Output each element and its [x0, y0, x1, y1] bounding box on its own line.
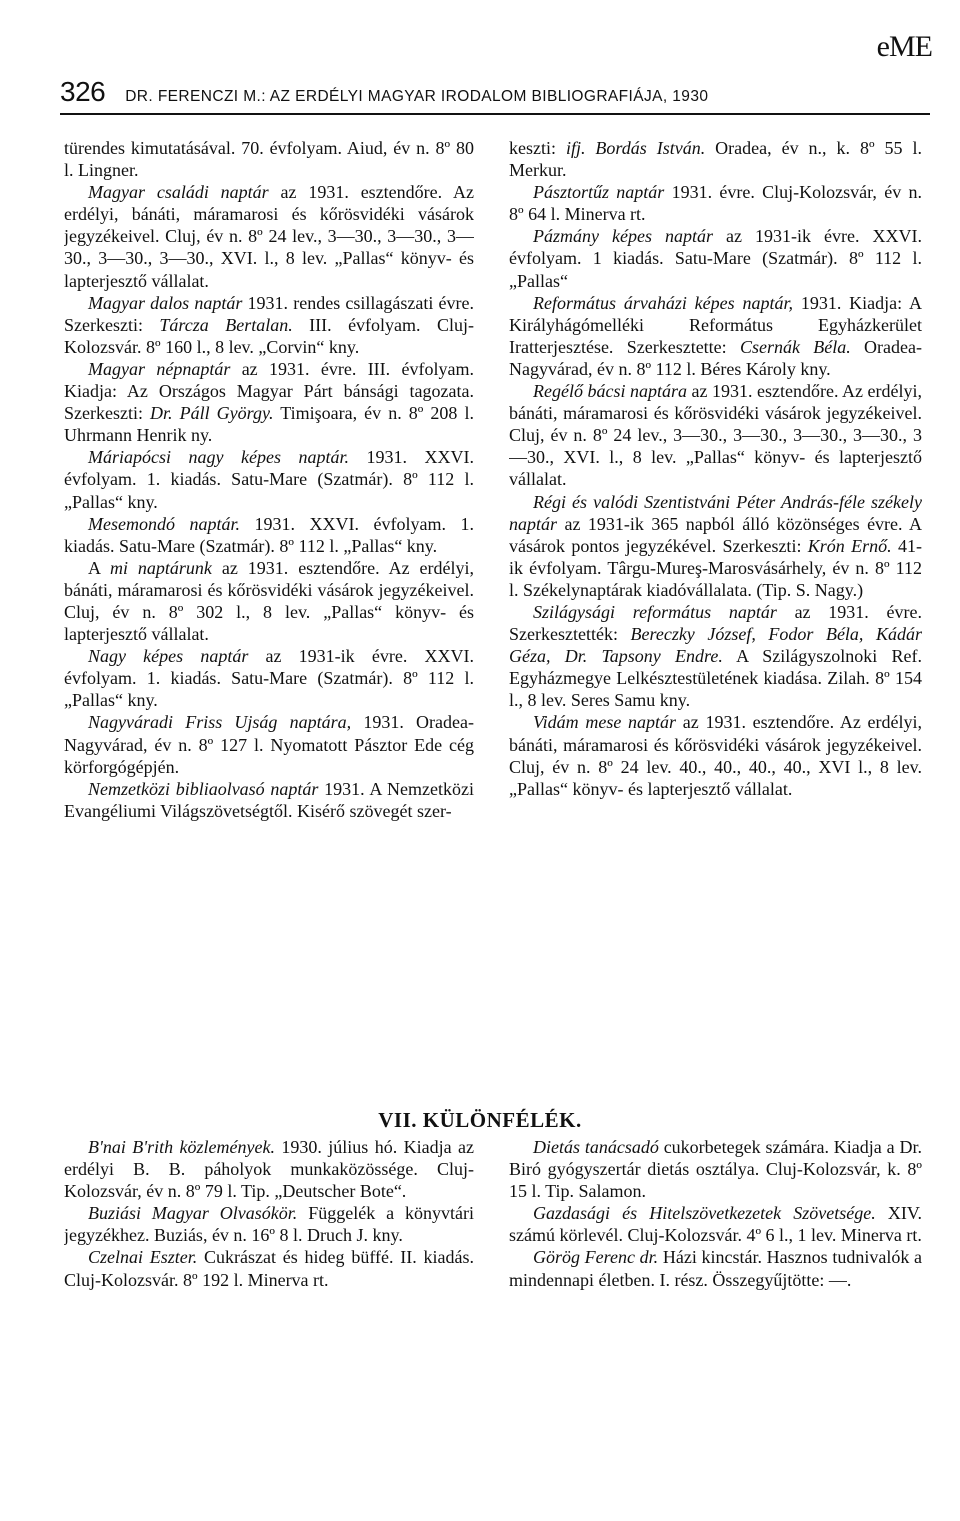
- entry-text: 1931. Kiadja: A Királyhágómelléki Református Egyházkerület Iratterjesztése. Szerkesztette:: [509, 292, 922, 357]
- bibliography-entry: [509, 181, 922, 225]
- entry-person: Bereczky József, Fodor Béla, Kádár Géza, Dr. Tapsony Endre.: [509, 624, 922, 667]
- entry-title: ifj. Bordás István.: [565, 138, 706, 158]
- entry-text: XIV. számú körlevél. Cluj-Kolozsvár. 4º 6 l., 1 lev. Minerva rt.: [509, 1203, 922, 1246]
- entry-text: 1931. Oradea-Nagyvárad, év n. 8º 127 l. Nyomatott Pásztor Ede cég körforgógépjén.: [64, 712, 474, 777]
- bibliography-entry: [64, 137, 474, 181]
- page-header: [60, 76, 930, 108]
- entry-title: Magyar családi naptár: [88, 182, 269, 203]
- entry-text: 1931. évre. Cluj-Kolozsvár, év n. 8º 64 l. Minerva rt.: [509, 182, 922, 225]
- entry-text-cont: Timişoara, év n. 8º 208 l. Uhrmann Henrik ny.: [64, 403, 474, 446]
- entry-text-cont: Oradea-Nagyvárad, év n. 8º 112 l. Béres Károly kny.: [509, 336, 922, 379]
- bibliography-entry: [64, 1246, 474, 1290]
- bibliography-entry: [64, 513, 474, 557]
- entry-title: Görög Ferenc dr.: [533, 1247, 659, 1268]
- entry-title: Buziási Magyar Olvasókör.: [88, 1203, 298, 1224]
- entry-text: az 1931-ik évre. XXVI. évfolyam. 1. kiadás. Satu-Mare (Szatmár). 8º 112 l. „Pallas“ kny.: [64, 646, 474, 711]
- entry-text: az 1931. esztendőre. Az erdélyi, bánáti, máramarosi és kőrösvidéki vásárok jegyzékeivel. Cluj, év n. 8º 24 lev. 40., 40., 40., 40., XVI l., 8 lev. „Pallas“ könyv- és lapterjesztő vállalat.: [509, 712, 922, 799]
- entry-title: Nagy képes naptár: [88, 646, 249, 667]
- entry-title: Régi és valódi Szentistváni Péter András-féle székely naptár: [509, 491, 922, 534]
- entry-title: Pázmány képes naptár: [533, 226, 713, 247]
- entry-text: az 1931-ik 365 napból álló közönséges évre. A vásárok pontos jegyzékével. Szerkeszti:: [509, 513, 922, 556]
- entry-title: B'nai B'rith közlemények.: [88, 1137, 275, 1157]
- entry-text: cukorbetegek számára. Kiadja a Dr. Biró gyógyszertár dietás osztálya. Cluj-Kolozsvár, k. 8º 15 l. Tip. Salamon.: [509, 1137, 922, 1202]
- bibliography-entry: [64, 557, 474, 645]
- bibliography-entry: [509, 601, 922, 711]
- section-heading: VII. KÜLÖNFÉLÉK.: [378, 1108, 582, 1132]
- entry-text: az 1931. esztendőre. Az erdélyi, bánáti, máramarosi és kőrösvidéki vásárok jegyzékeivel. Cluj, év n. 8º 302 l., 8 lev. „Pallas“ könyv- és lapterjesztő vállalat.: [64, 557, 474, 645]
- bibliography-entry: [509, 1136, 922, 1202]
- entry-title: Mesemondó naptár.: [88, 513, 240, 534]
- entry-prefix: keszti:: [509, 138, 566, 158]
- entry-person: Csernák Béla.: [739, 336, 851, 357]
- entry-text-cont: III. évfolyam. Cluj-Kolozsvár. 8º 160 l., 8 lev. „Corvin“ kny.: [64, 314, 474, 357]
- entry-title: Regélő bácsi naptára: [533, 381, 688, 402]
- entry-text: az 1931-ik évre. XXVI. évfolyam. 1 kiadás. Satu-Mare (Szatmár). 8º 112 l. „Pallas“: [509, 226, 922, 291]
- entry-title: Szilágysági református naptár: [533, 601, 777, 622]
- entry-title: Gazdasági és Hitelszövetkezetek Szövetsége.: [533, 1203, 876, 1224]
- entry-prefix: türendes kimutatásával. 70. évfolyam. Aiud, év n. 8º 80 l. Lingner.: [64, 138, 474, 181]
- entry-title: Vidám mese naptár: [533, 712, 677, 733]
- entry-title: Dietás tanácsadó: [533, 1137, 659, 1157]
- entry-title: Magyar népnaptár: [88, 358, 231, 379]
- section-right-column: [509, 1136, 922, 1396]
- page-number: 326: [60, 76, 106, 107]
- publisher-logo: eME: [876, 30, 932, 63]
- bibliography-entry: [509, 137, 922, 181]
- left-column: [64, 137, 474, 1097]
- bibliography-entry: [64, 1202, 474, 1246]
- bibliography-entry: [64, 358, 474, 446]
- bibliography-entry: [64, 711, 474, 777]
- entry-text-cont: 41-ik évfolyam. Târgu-Mureş-Marosvásárhely, év n. 8º 112 l. Székelynaptárak kiadóvállalata. (Tip. S. Nagy.): [509, 535, 922, 600]
- entry-text-cont: A Szilágyszolnoki Ref. Egyházmegye Lelkésztestületének kiadása. Zilah. 8º 154 l., 8 lev. Seres Samu kny.: [509, 646, 922, 711]
- entry-text: 1931. XXVI. évfolyam. 1. kiadás. Satu-Mare (Szatmár). 8º 112 l. „Pallas“ kny.: [64, 513, 474, 556]
- entry-title: Nagyváradi Friss Ujság naptára,: [88, 712, 352, 733]
- entry-title: Máriapócsi nagy képes naptár.: [88, 447, 349, 468]
- entry-text: Házi kincstár. Hasznos tudnivalók a mindennapi életben. I. rész. Összegyűjtötte: —.: [509, 1247, 922, 1290]
- entry-text: 1931. A Nemzetközi Evangéliumi Világszövetségtől. Kisérő szövegét szer-: [64, 778, 474, 821]
- entry-text: 1930. július hó. Kiadja az erdélyi B. B. páholyok munkaközössége. Cluj-Kolozsvár, év n. 8º 79 l. Tip. „Deutscher Bote“.: [64, 1137, 474, 1202]
- entry-title: Nemzetközi bibliaolvasó naptár: [88, 778, 319, 799]
- bibliography-entry: [64, 778, 474, 822]
- bibliography-entry: [509, 1202, 922, 1246]
- entry-title: Magyar dalos naptár: [88, 292, 243, 313]
- entry-text: 1931. rendes csillagászati évre. Szerkeszti:: [64, 292, 474, 335]
- entry-person: Krón Ernő.: [807, 535, 892, 556]
- bibliography-entry: [509, 711, 922, 799]
- entry-prefix: A: [88, 557, 110, 578]
- entry-person: Dr. Páll György.: [150, 403, 274, 424]
- running-title: DR. FERENCZI M.: AZ ERDÉLYI MAGYAR IRODALOM BIBLIOGRAFIÁJA, 1930: [125, 88, 709, 105]
- entry-text: az 1931. évre. Szerkesztették:: [509, 601, 922, 645]
- bibliography-entry: [64, 446, 474, 512]
- bibliography-entry: [509, 491, 922, 601]
- bibliography-entry: [64, 181, 474, 291]
- section-left-column: [64, 1136, 474, 1396]
- entry-title: Czelnai Eszter.: [88, 1247, 198, 1268]
- entry-title: Református árvaházi képes naptár,: [533, 292, 793, 313]
- entry-text: az 1931. évre. III. évfolyam. Kiadja: Az Országos Magyar Párt bánsági tagozata. Szerkeszti:: [64, 358, 474, 424]
- bibliography-entry: [509, 380, 922, 490]
- entry-title: Pásztortűz naptár: [533, 182, 665, 203]
- entry-text: Oradea, év n., k. 8º 55 l. Merkur.: [509, 138, 922, 181]
- right-column: [509, 137, 922, 1097]
- bibliography-entry: [64, 645, 474, 711]
- entry-text: 1931. XXVI. évfolyam. 1. kiadás. Satu-Mare (Szatmár). 8º 112 l. „Pallas“ kny.: [64, 447, 474, 512]
- header-rule: [60, 113, 930, 115]
- bibliography-entry: [64, 292, 474, 358]
- bibliography-entry: [509, 292, 922, 380]
- entry-title: mi naptárunk: [109, 557, 212, 578]
- entry-text: az 1931. esztendőre. Az erdélyi, bánáti, máramarosi és kőrösvidéki vásárok jegyzékeivel. Cluj, év n. 8º 24 lev., 3—30., 3—30., 3—30., 3—30., 3—30., XVI. l., 8 lev. „Pallas“ könyv- és lapterjesztő vállalat.: [509, 381, 922, 490]
- entry-text: Függelék a könyvtári jegyzékhez. Buziás, év n. 16º 8 l. Druch J. kny.: [64, 1203, 474, 1246]
- bibliography-entry: [64, 1136, 474, 1202]
- bibliography-entry: [509, 225, 922, 291]
- entry-text: az 1931. esztendőre. Az erdélyi, bánáti, máramarosi és kőrösvidéki vásárok jegyzékeivel. Cluj, év n. 8º 24 lev., 3—30., 3—30., 3—30., 3—30., 3—30., XVI. l., 8 lev. „Pallas“ könyv- és lapterjesztő vállalat.: [64, 182, 474, 291]
- entry-person: Tárcza Bertalan.: [159, 314, 293, 335]
- entry-text: Cukrászat és hideg büffé. II. kiadás. Cluj-Kolozsvár. 8º 192 l. Minerva rt.: [64, 1247, 474, 1290]
- bibliography-entry: [509, 1246, 922, 1290]
